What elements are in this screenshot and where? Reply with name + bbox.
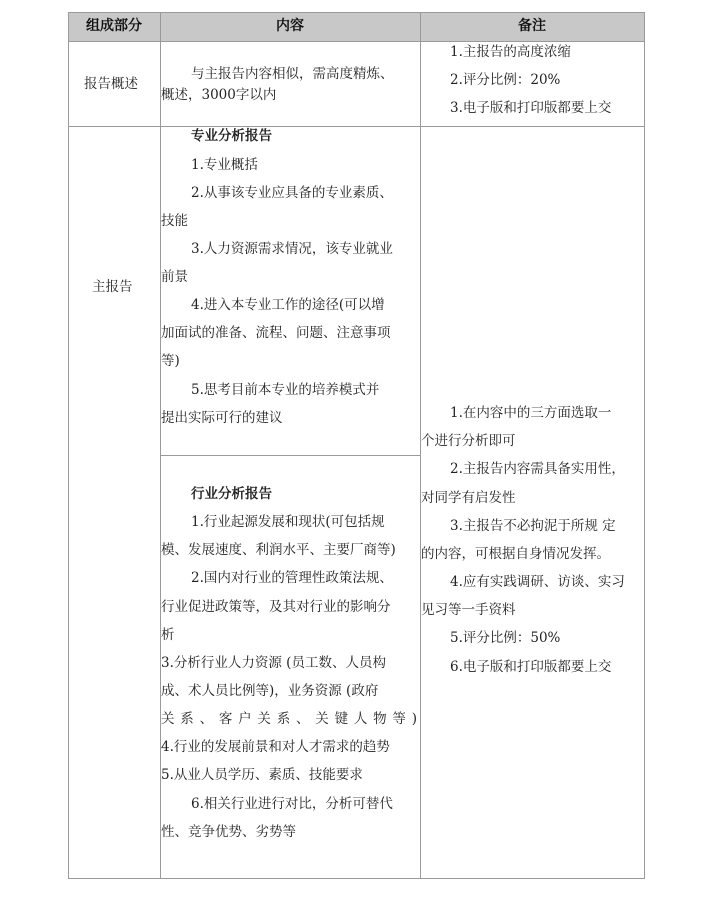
table-border-right	[644, 12, 645, 879]
professional-line: 4.进入本专业工作的途径(可以增	[191, 297, 385, 313]
row-divider	[68, 126, 645, 127]
industry-line: 成、术人员比例等)，业务资源 (政府	[161, 683, 379, 699]
main-report-label: 主报告	[92, 279, 133, 295]
industry-line: 2.国内对行业的管理性政策法规、	[191, 570, 393, 586]
industry-line: 模、发展速度、利润水平、主要厂商等)	[161, 542, 396, 558]
main-note-line: 2.主报告内容需具备实用性，	[450, 461, 625, 477]
professional-line: 1.专业概括	[191, 157, 258, 173]
main-note-line: 4.应有实践调研、访谈、实习	[450, 574, 625, 590]
summary-note: 2.评分比例：20%	[450, 72, 561, 88]
industry-line: 性、竞争优势、劣势等	[161, 824, 296, 840]
industry-line: 行业促进政策等，及其对行业的影响分	[161, 599, 391, 615]
industry-line: 析	[161, 627, 175, 643]
header-content-label: 内容	[276, 18, 304, 34]
industry-title: 行业分析报告	[191, 486, 272, 502]
professional-title: 专业分析报告	[191, 128, 272, 144]
professional-line: 等)	[161, 353, 180, 369]
industry-line: 5.从业人员学历、素质、技能要求	[161, 767, 363, 783]
industry-line: 关 系 、 客 户 关 系 、 关 键 人 物 等 )	[161, 711, 417, 727]
industry-line: 6.相关行业进行对比，分析可替代	[191, 796, 393, 812]
professional-line: 技能	[161, 213, 188, 229]
content-divider	[160, 455, 420, 456]
summary-label: 报告概述	[84, 76, 138, 92]
main-note-line: 1.在内容中的三方面选取一	[450, 405, 612, 421]
professional-line: 2.从事该专业应具备的专业素质、	[191, 185, 393, 201]
table-border-left	[68, 12, 69, 879]
summary-content-line: 与主报告内容相似，需高度精炼、	[191, 66, 394, 82]
main-note-line: 个进行分析即可	[421, 433, 516, 449]
professional-line: 加面试的准备、流程、问题、注意事项	[161, 325, 391, 341]
professional-line: 前景	[161, 269, 188, 285]
main-note-line: 6.电子版和打印版都要上交	[450, 659, 612, 675]
summary-note: 3.电子版和打印版都要上交	[450, 100, 612, 116]
professional-line: 5.思考目前本专业的培养模式并	[191, 382, 380, 398]
main-note-line: 见习等一手资料	[421, 602, 516, 618]
main-note-line: 对同学有启发性	[421, 490, 516, 506]
main-note-line: 3.主报告不必拘泥于所规 定	[450, 518, 616, 534]
header-notes-label: 备注	[518, 18, 546, 34]
professional-line: 3.人力资源需求情况，该专业就业	[191, 241, 393, 257]
industry-line: 1.行业起源发展和现状(可包括规	[191, 514, 385, 530]
header-part-label: 组成部分	[86, 18, 142, 34]
summary-note: 1.主报告的高度浓缩	[450, 44, 571, 60]
industry-line: 4.行业的发展前景和对人才需求的趋势	[161, 739, 390, 755]
industry-line: 3.分析行业人力资源 (员工数、人员构	[161, 655, 386, 671]
table-border-bottom	[68, 878, 645, 879]
main-note-line: 的内容，可根据自身情况发挥。	[421, 546, 610, 562]
main-note-line: 5.评分比例：50%	[450, 630, 561, 646]
summary-content-line: 概述，3000字以内	[161, 87, 277, 103]
professional-line: 提出实际可行的建议	[161, 410, 283, 426]
